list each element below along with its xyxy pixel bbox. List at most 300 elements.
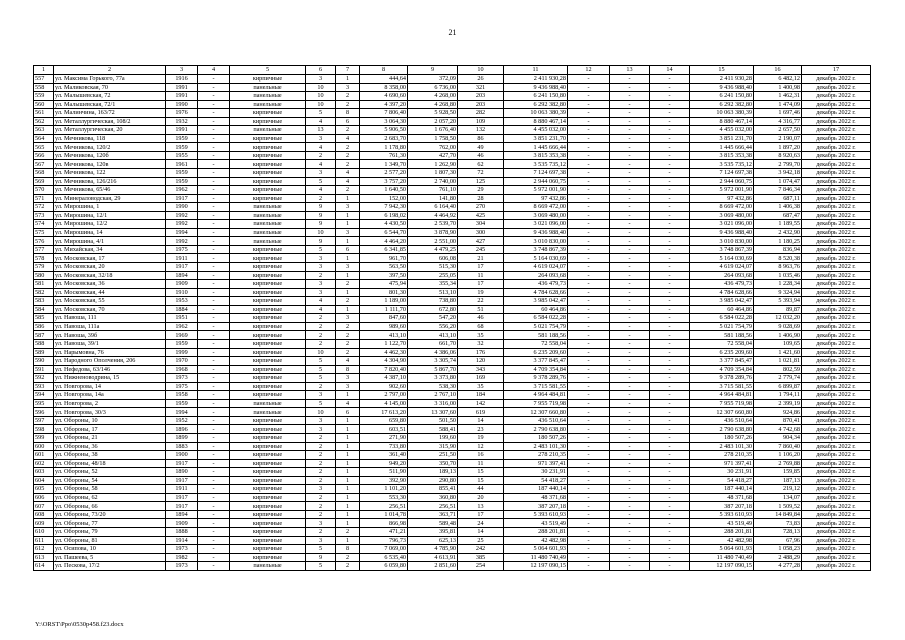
table-cell: 1 [336, 433, 360, 442]
table-cell: 2 657,50 [754, 126, 802, 135]
table-cell: 1 807,30 [408, 169, 458, 178]
table-cell: 5 972 001,90 [504, 186, 568, 195]
table-cell: декабрь 2022 г. [802, 220, 871, 229]
table-cell: декабрь 2022 г. [802, 545, 871, 554]
table-cell: - [198, 562, 230, 571]
table-cell: - [650, 536, 690, 545]
table-cell: - [610, 545, 650, 554]
table-cell: 601 [34, 451, 54, 460]
table-cell: - [198, 399, 230, 408]
table-cell: 924,86 [754, 408, 802, 417]
table-row [34, 468, 871, 477]
table-cell: 1 [336, 237, 360, 246]
table-cell: - [610, 382, 650, 391]
table-cell: 189,13 [408, 468, 458, 477]
table-cell: 4 [336, 399, 360, 408]
table-cell: 9 436 988,40 [690, 83, 754, 92]
table-cell: 169 [458, 374, 504, 383]
table-cell: 1 676,40 [408, 126, 458, 135]
table-row [34, 100, 871, 109]
table-cell: - [610, 391, 650, 400]
table-cell: 2 [306, 314, 336, 323]
table-cell: - [610, 357, 650, 366]
table-cell: - [568, 416, 610, 425]
table-cell: - [198, 451, 230, 460]
table-cell: 3 757,20 [360, 177, 408, 186]
table-cell: - [198, 271, 230, 280]
table-cell: - [610, 186, 650, 195]
table-cell: 553,30 [360, 493, 408, 502]
table-cell: 9 [306, 220, 336, 229]
table-cell: 672,80 [408, 305, 458, 314]
table-cell: 3 [336, 83, 360, 92]
table-cell: 4 455 032,00 [504, 126, 568, 135]
table-cell: 6 584 022,28 [690, 314, 754, 323]
table-cell: - [198, 314, 230, 323]
table-cell: - [198, 211, 230, 220]
table-cell: 1992 [166, 211, 198, 220]
table-cell: 1 [336, 485, 360, 494]
table-cell: 1 [336, 75, 360, 84]
table-cell: - [610, 442, 650, 451]
table-cell: 562 [34, 117, 54, 126]
table-cell: 203 [458, 92, 504, 101]
table-cell: 2 551,00 [408, 237, 458, 246]
table-cell: 4 [306, 117, 336, 126]
table-row [34, 305, 871, 314]
table-cell: 513,10 [408, 288, 458, 297]
table-cell: 6 341,85 [360, 245, 408, 254]
table-cell: - [650, 322, 690, 331]
table-cell: - [610, 331, 650, 340]
table-cell: декабрь 2022 г. [802, 254, 871, 263]
table-cell: 43 519,49 [690, 519, 754, 528]
table-cell: 3 069 480,00 [504, 211, 568, 220]
table-cell: 392,90 [360, 476, 408, 485]
table-cell: - [650, 391, 690, 400]
table-cell: 3 [306, 416, 336, 425]
table-row [34, 245, 871, 254]
table-cell: 561 [34, 109, 54, 118]
table-cell: - [198, 92, 230, 101]
table-cell: 86 [458, 134, 504, 143]
table-cell: 5 [306, 399, 336, 408]
table-row [34, 160, 871, 169]
table-cell: - [568, 348, 610, 357]
table-cell: 17 [458, 510, 504, 519]
table-cell: 1959 [166, 339, 198, 348]
table-cell: 1 [336, 476, 360, 485]
table-cell: 5 021 754,79 [690, 322, 754, 331]
table-cell: - [198, 408, 230, 417]
table-cell: 245 [458, 245, 504, 254]
table-cell: - [610, 280, 650, 289]
table-cell: 120 [458, 357, 504, 366]
table-cell: 2 [306, 459, 336, 468]
table-cell: 2 769,88 [754, 459, 802, 468]
table-cell: - [568, 476, 610, 485]
table-cell: - [568, 151, 610, 160]
table-cell: 9 436 988,40 [504, 83, 568, 92]
table-cell: ул. Нефедова, 63/146 [54, 365, 166, 374]
table-cell: 125 [458, 177, 504, 186]
table-cell: панельные [230, 399, 306, 408]
table-cell: - [568, 245, 610, 254]
table-cell: 3 851 231,70 [504, 134, 568, 143]
table-cell: - [568, 459, 610, 468]
table-cell: ул. Мечникова, 120/2 [54, 143, 166, 152]
table-cell: ул. Московская, 17 [54, 254, 166, 263]
table-cell: кирпичные [230, 331, 306, 340]
table-cell: - [650, 143, 690, 152]
table-cell: 271,90 [360, 433, 408, 442]
table-cell: 3 377 845,47 [690, 357, 754, 366]
table-cell: кирпичные [230, 519, 306, 528]
table-cell: 2 [306, 433, 336, 442]
table-cell: 3 748 867,39 [690, 245, 754, 254]
table-cell: 6 198,02 [360, 211, 408, 220]
table-cell: 608 [34, 510, 54, 519]
table-cell: - [650, 339, 690, 348]
table-cell: 1 262,90 [408, 160, 458, 169]
table-cell: 8 [336, 545, 360, 554]
column-number-1: 1 [34, 66, 54, 75]
table-cell: - [198, 126, 230, 135]
table-cell: 3 535 735,12 [690, 160, 754, 169]
column-number-8: 8 [360, 66, 408, 75]
table-cell: 687,11 [754, 194, 802, 203]
table-cell: 46 [458, 314, 504, 323]
table-cell: 567 [34, 160, 54, 169]
table-cell: 3 [306, 288, 336, 297]
table-cell: 2 767,10 [408, 391, 458, 400]
table-cell: - [198, 169, 230, 178]
table-cell: - [198, 339, 230, 348]
table-cell: 1 [336, 271, 360, 280]
column-number-9: 9 [408, 66, 458, 75]
table-cell: ул. Осипова, 10 [54, 545, 166, 554]
table-cell: - [650, 83, 690, 92]
table-cell: 3 851 231,70 [690, 134, 754, 143]
table-cell: 2 [336, 126, 360, 135]
table-cell: - [198, 237, 230, 246]
table-cell: - [568, 75, 610, 84]
table-cell: - [610, 433, 650, 442]
table-cell: 9 324,94 [754, 288, 802, 297]
table-cell: 2 399,19 [754, 399, 802, 408]
table-cell: 614 [34, 562, 54, 571]
table-cell: 13 [458, 502, 504, 511]
table-cell: 315,90 [408, 442, 458, 451]
table-cell: 597 [34, 416, 54, 425]
table-cell: 3 377 845,47 [504, 357, 568, 366]
table-cell: 1910 [166, 288, 198, 297]
table-cell: 3 985 042,47 [690, 297, 754, 306]
table-cell: - [650, 177, 690, 186]
table-cell: 3 [306, 280, 336, 289]
table-cell: 2 779,74 [754, 374, 802, 383]
table-cell: 1888 [166, 527, 198, 536]
table-cell: кирпичные [230, 117, 306, 126]
table-cell: 152,00 [360, 194, 408, 203]
table-row [34, 493, 871, 502]
table-cell: 1916 [166, 75, 198, 84]
table-cell: - [650, 408, 690, 417]
table-cell: - [650, 451, 690, 460]
table-cell: 54 418,27 [504, 476, 568, 485]
table-cell: 1953 [166, 297, 198, 306]
table-cell: декабрь 2022 г. [802, 510, 871, 519]
table-cell: ул. Обороны, 81 [54, 536, 166, 545]
table-cell: 413,10 [408, 331, 458, 340]
table-cell: 580 [34, 271, 54, 280]
table-cell: 1 [336, 194, 360, 203]
table-cell: 6 [336, 117, 360, 126]
table-cell: 1 035,46 [754, 271, 802, 280]
table-cell: 2 790 638,80 [504, 425, 568, 434]
table-row [34, 339, 871, 348]
table-cell: 4 [336, 134, 360, 143]
table-cell: 2 851,60 [408, 562, 458, 571]
table-cell: 595 [34, 399, 54, 408]
table-cell: декабрь 2022 г. [802, 425, 871, 434]
table-cell: ул. Пескова, 17/2 [54, 562, 166, 571]
table-cell: 3 942,18 [754, 169, 802, 178]
table-cell: 8 520,38 [754, 254, 802, 263]
table-cell: 659,80 [360, 416, 408, 425]
table-cell: 8 669 472,00 [690, 203, 754, 212]
table-cell: - [650, 553, 690, 562]
table-cell: - [610, 562, 650, 571]
table-cell: 2 683,70 [360, 134, 408, 143]
table-cell: - [568, 186, 610, 195]
table-cell: 7 820,40 [360, 365, 408, 374]
table-cell: 1 [336, 220, 360, 229]
table-cell: 6 [336, 408, 360, 417]
table-cell: - [610, 134, 650, 143]
table-cell: 4 [306, 305, 336, 314]
table-cell: - [568, 203, 610, 212]
table-row [34, 75, 871, 84]
table-cell: 3 985 042,47 [504, 297, 568, 306]
table-cell: 203 [458, 100, 504, 109]
table-cell: - [198, 357, 230, 366]
table-cell: 1 106,20 [754, 451, 802, 460]
table-cell: 1959 [166, 177, 198, 186]
table-cell: - [610, 519, 650, 528]
table-cell: - [198, 391, 230, 400]
table-cell: 28 [458, 194, 504, 203]
table-cell: декабрь 2022 г. [802, 433, 871, 442]
table-cell: - [650, 459, 690, 468]
table-cell: - [650, 297, 690, 306]
table-cell: панельные [230, 228, 306, 237]
table-cell: декабрь 2022 г. [802, 305, 871, 314]
table-cell: 949,20 [360, 459, 408, 468]
table-cell: 563 [34, 126, 54, 135]
table-row [34, 374, 871, 383]
table-cell: 184 [458, 391, 504, 400]
table-cell: 1968 [166, 365, 198, 374]
table-cell: 538,30 [408, 382, 458, 391]
table-cell: 10 063 380,39 [504, 109, 568, 118]
table-cell: 5 164 030,69 [690, 254, 754, 263]
table-cell: - [568, 280, 610, 289]
table-cell: - [650, 203, 690, 212]
table-row [34, 280, 871, 289]
table-cell: 6 292 382,80 [690, 100, 754, 109]
table-cell: ул. Максима Горького, 77а [54, 75, 166, 84]
table-row [34, 322, 871, 331]
table-cell: - [650, 271, 690, 280]
table-cell: 1 [336, 536, 360, 545]
table-cell: - [610, 263, 650, 272]
table-cell: 1973 [166, 562, 198, 571]
table-cell: 1 [336, 425, 360, 434]
table-cell: 3 010 830,00 [690, 237, 754, 246]
table-row [34, 211, 871, 220]
table-cell: 3 [306, 485, 336, 494]
table-cell: 8 880 467,14 [690, 117, 754, 126]
table-cell: 372,09 [408, 75, 458, 84]
table-cell: 8 [336, 109, 360, 118]
column-number-7: 7 [336, 66, 360, 75]
table-cell: 413,10 [360, 331, 408, 340]
table-cell: - [198, 468, 230, 477]
table-cell: 8 358,00 [360, 83, 408, 92]
table-cell: - [198, 186, 230, 195]
table-cell: - [198, 382, 230, 391]
table-cell: 568 [34, 169, 54, 178]
table-cell: 2 797,00 [360, 391, 408, 400]
table-cell: кирпичные [230, 75, 306, 84]
table-cell: 2 [306, 382, 336, 391]
table-cell: кирпичные [230, 297, 306, 306]
table-cell: 17 [458, 263, 504, 272]
table-cell: 11 [458, 459, 504, 468]
table-cell: 48 371,68 [690, 493, 754, 502]
table-cell: 1 180,25 [754, 237, 802, 246]
table-cell: 9 028,69 [754, 322, 802, 331]
table-cell: 4 268,00 [408, 92, 458, 101]
table-cell: 6 292 382,80 [504, 100, 568, 109]
table-cell: 4 [336, 177, 360, 186]
table-cell: 2 411 930,28 [690, 75, 754, 84]
table-cell: декабрь 2022 г. [802, 109, 871, 118]
table-cell: - [568, 485, 610, 494]
table-cell: - [650, 228, 690, 237]
table-cell: - [568, 160, 610, 169]
table-row [34, 254, 871, 263]
table-cell: 4 [336, 357, 360, 366]
table-cell: - [198, 254, 230, 263]
table-cell: 1 462,31 [754, 92, 802, 101]
table-cell: 134,07 [754, 493, 802, 502]
table-cell: 1991 [166, 92, 198, 101]
table-cell: 1982 [166, 553, 198, 562]
table-cell: 43 519,49 [504, 519, 568, 528]
table-cell: 427 [458, 237, 504, 246]
table-row [34, 451, 871, 460]
table-cell: 4 464,92 [408, 211, 458, 220]
table-cell: 6 899,87 [754, 382, 802, 391]
table-cell: декабрь 2022 г. [802, 451, 871, 460]
table-cell: 576 [34, 237, 54, 246]
table-cell: - [610, 468, 650, 477]
table-cell: 7 860,40 [754, 442, 802, 451]
table-cell: 2 [306, 468, 336, 477]
table-row [34, 425, 871, 434]
table-cell: 612 [34, 545, 54, 554]
table-cell: 68 [458, 322, 504, 331]
table-cell: кирпичные [230, 391, 306, 400]
table-cell: 6 535,40 [360, 553, 408, 562]
table-cell: 5 867,70 [408, 365, 458, 374]
table-cell: - [610, 374, 650, 383]
table-cell: - [198, 331, 230, 340]
table-cell: - [198, 297, 230, 306]
table-cell: декабрь 2022 г. [802, 237, 871, 246]
table-row [34, 297, 871, 306]
table-cell: кирпичные [230, 433, 306, 442]
table-cell: 2 [336, 143, 360, 152]
table-cell: 141,80 [408, 194, 458, 203]
table-cell: - [198, 510, 230, 519]
table-row [34, 382, 871, 391]
table-cell: - [198, 220, 230, 229]
table-row [34, 271, 871, 280]
table-cell: - [650, 151, 690, 160]
table-cell: - [198, 322, 230, 331]
table-cell: 2 [306, 194, 336, 203]
table-cell: - [610, 83, 650, 92]
table-cell: ул. Московская, 55 [54, 297, 166, 306]
table-cell: декабрь 2022 г. [802, 100, 871, 109]
table-cell: 471,21 [360, 527, 408, 536]
table-cell: ул. Нарымовна, 76 [54, 348, 166, 357]
table-cell: 1911 [166, 485, 198, 494]
table-cell: 72 558,04 [690, 339, 754, 348]
table-cell: декабрь 2022 г. [802, 151, 871, 160]
table-cell: 6 235 209,60 [690, 348, 754, 357]
table-cell: - [610, 237, 650, 246]
table-cell: 13 307,60 [408, 408, 458, 417]
table-cell: - [198, 425, 230, 434]
table-cell: 1962 [166, 186, 198, 195]
table-cell: 2 [336, 160, 360, 169]
table-cell: - [198, 493, 230, 502]
table-cell: 11 480 740,49 [690, 553, 754, 562]
column-number-4: 4 [198, 66, 230, 75]
table-cell: 515,30 [408, 263, 458, 272]
table-cell: 436 510,64 [690, 416, 754, 425]
table-cell: - [650, 220, 690, 229]
table-cell: 5 [306, 109, 336, 118]
table-cell: 2 [306, 339, 336, 348]
table-cell: 72 558,04 [504, 339, 568, 348]
table-cell: 855,41 [408, 485, 458, 494]
table-cell: 288 201,81 [504, 527, 568, 536]
table-cell: - [568, 271, 610, 280]
table-row [34, 459, 871, 468]
table-cell: - [568, 305, 610, 314]
table-cell: 1958 [166, 391, 198, 400]
table-cell: 3 [336, 374, 360, 383]
table-cell: 1 406,38 [754, 203, 802, 212]
table-cell: 2 [306, 151, 336, 160]
table-cell: кирпичные [230, 177, 306, 186]
table-cell: 4 304,90 [360, 357, 408, 366]
